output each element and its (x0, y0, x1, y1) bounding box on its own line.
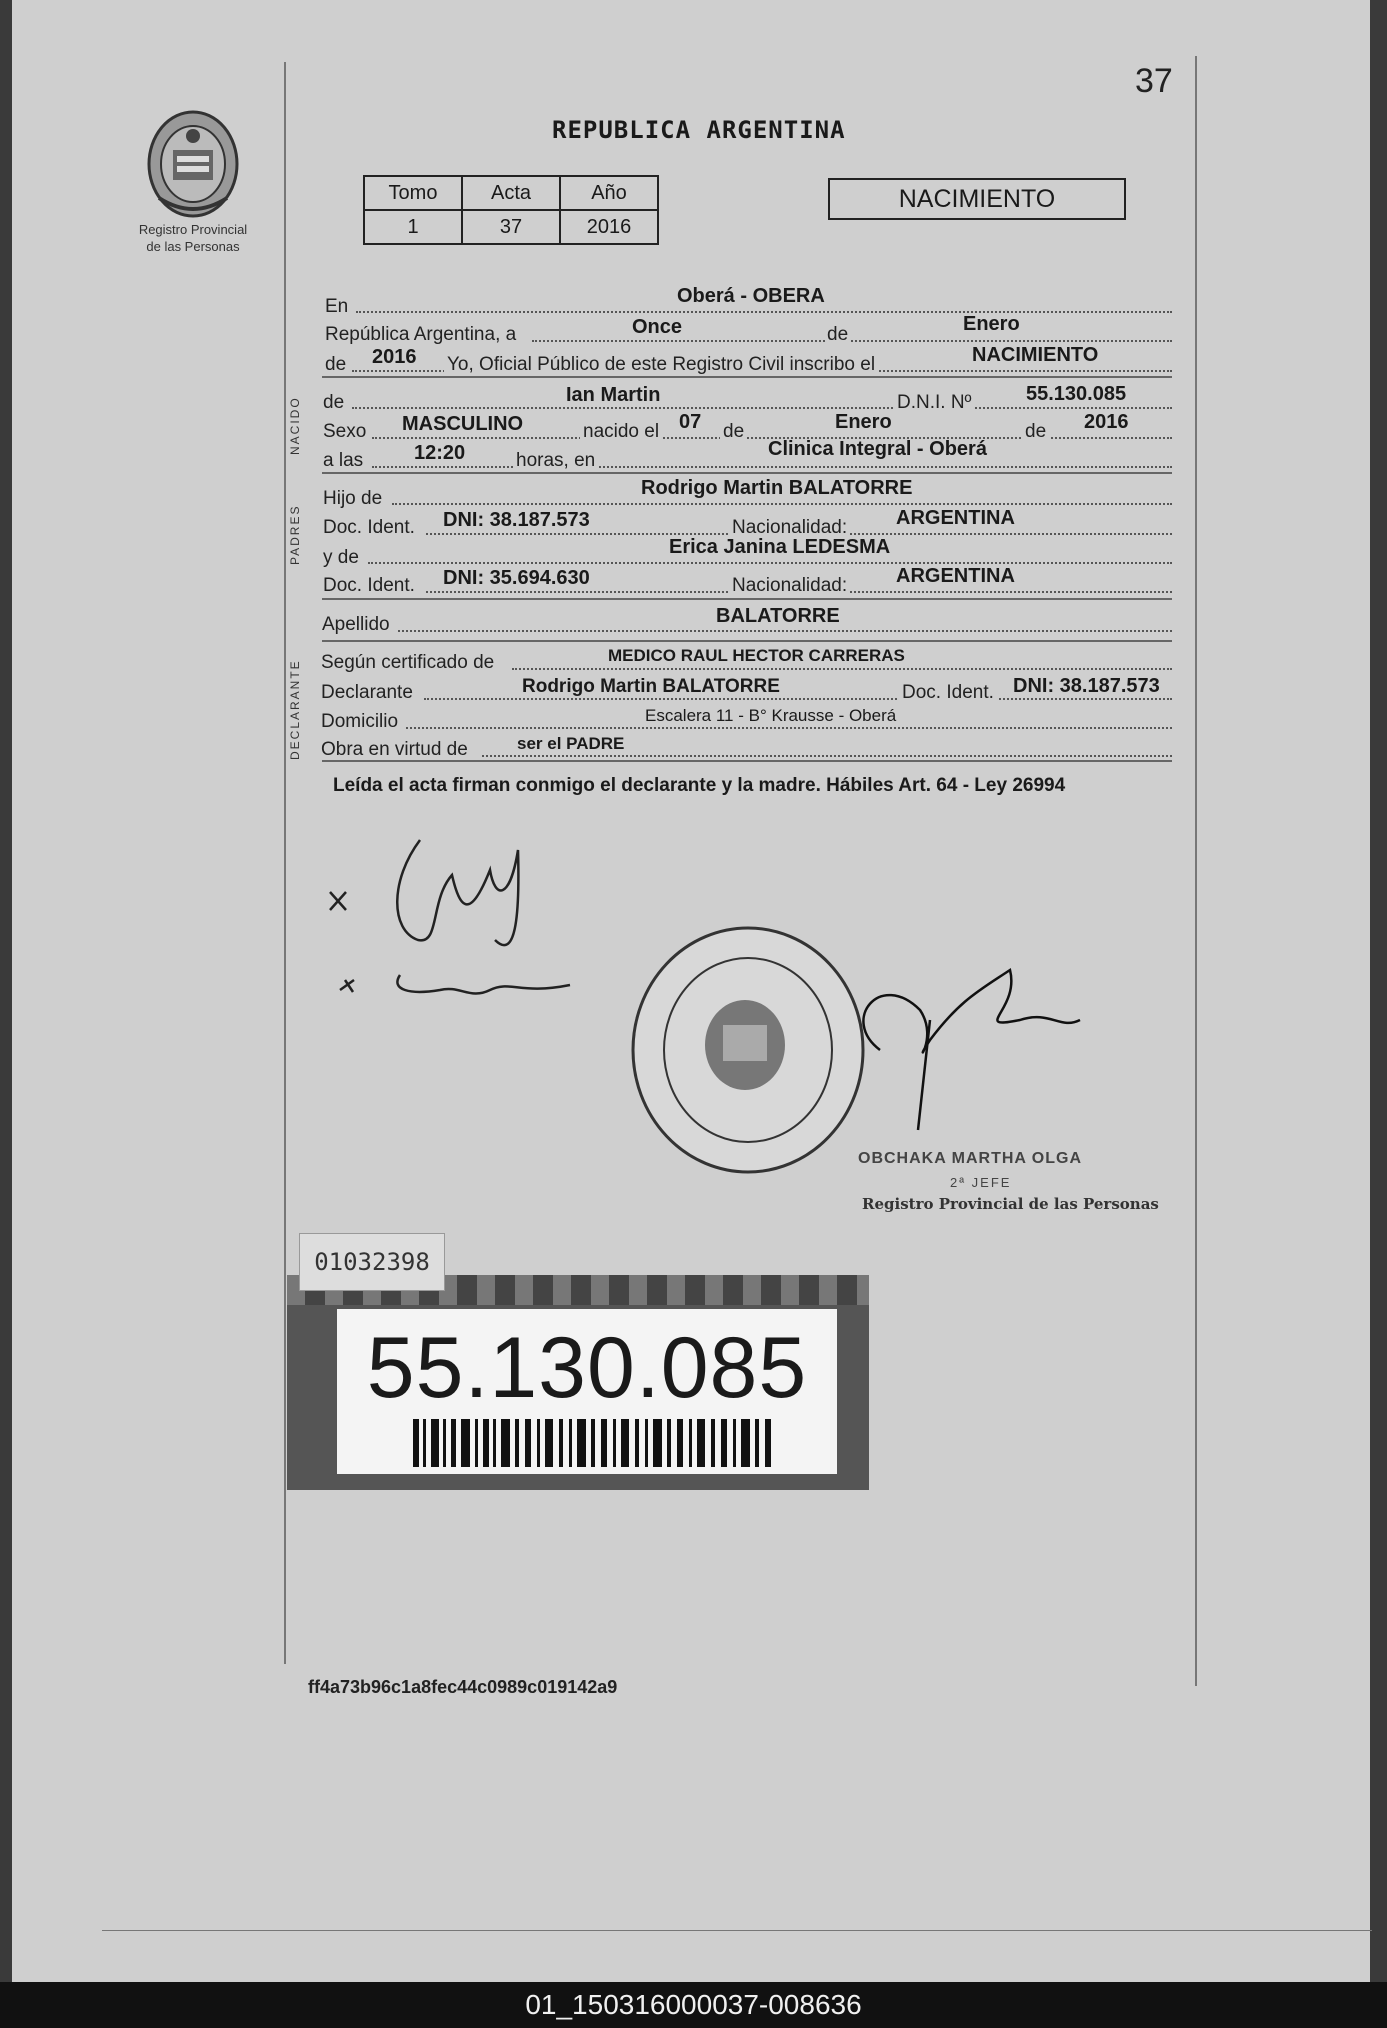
label-de-year: de (325, 354, 347, 375)
label-de: de (827, 324, 849, 345)
section-separator (322, 376, 1172, 378)
dotted-line (352, 407, 1172, 409)
value-madre: Erica Janina LEDESMA (669, 536, 891, 558)
value-obra: ser el PADRE (517, 734, 625, 753)
page-number: 37 (1135, 62, 1173, 100)
dotted-line (482, 755, 1172, 757)
dotted-line (398, 630, 1172, 632)
x-mark-icon (340, 980, 354, 992)
dotted-line (372, 466, 1172, 468)
label-horas-en: horas, en (513, 450, 598, 472)
label-inner (337, 1309, 837, 1474)
record-type-box: NACIMIENTO (828, 178, 1126, 220)
value-nac-mes: Enero (835, 411, 892, 433)
dotted-line (406, 727, 1172, 729)
footer-filename: 01_150316000037-008636 (0, 1982, 1387, 2028)
label-yo: Yo, Oficial Público de este Registro Civil inscribo el (444, 354, 878, 376)
value-domicilio: Escalera 11 - B° Krausse - Oberá (645, 706, 897, 725)
label-dni: D.N.I. Nº (894, 392, 975, 414)
issuer-line1: Registro Provincial (138, 222, 248, 237)
left-margin-line (284, 62, 286, 1664)
tomo-header: Tomo (364, 176, 462, 210)
label-segun: Según certificado de (321, 652, 495, 673)
side-label-declarante: DECLARANTE (288, 659, 302, 760)
document-hash: ff4a73b96c1a8fec44c0989c019142a9 (308, 1677, 618, 1697)
anio-header: Año (560, 176, 658, 210)
anio-value: 2016 (560, 210, 658, 244)
official-signature-icon (863, 970, 1080, 1130)
acta-header: Acta (462, 176, 560, 210)
label-doc-ident2: Doc. Ident. (323, 575, 415, 596)
provincial-seal-icon (145, 108, 241, 220)
section-separator (322, 760, 1172, 762)
record-table-header (364, 176, 658, 210)
label-doc-ident: Doc. Ident. (323, 517, 415, 538)
acta-value: 37 (462, 210, 560, 244)
value-apellido: BALATORRE (716, 605, 840, 627)
value-lugar-nac: Clinica Integral - Oberá (768, 438, 987, 460)
next-page-edge (102, 1930, 1372, 1981)
dotted-line (512, 668, 1172, 670)
father-signature-icon (397, 840, 518, 945)
side-label-padres: PADRES (288, 504, 302, 565)
value-sexo: MASCULINO (402, 413, 524, 435)
label-en: En (325, 296, 349, 317)
section-separator (322, 472, 1172, 474)
x-mark-icon (330, 892, 346, 910)
value-nac-anio: 2016 (1084, 411, 1129, 433)
value-nombre: Ian Martin (566, 384, 661, 406)
closing-text: Leída el acta firman conmigo el declarante y la madre. Hábiles Art. 64 - Ley 26994 (333, 775, 1066, 796)
dotted-line (392, 503, 1172, 505)
record-table-values (364, 210, 658, 244)
barcode-icon (413, 1419, 773, 1467)
label-domicilio: Domicilio (321, 711, 399, 732)
label-hijo-de: Hijo de (323, 488, 383, 509)
label-a-las: a las (323, 450, 364, 471)
dotted-line (532, 340, 1172, 342)
dotted-line (356, 311, 1172, 313)
label-apellido: Apellido (322, 614, 390, 635)
label-doc-ident3: Doc. Ident. (899, 682, 997, 704)
value-lugar: Oberá - OBERA (677, 285, 825, 307)
official-stamp-icon (633, 928, 863, 1172)
value-dia: Once (632, 316, 683, 338)
label-de-mes: de (720, 421, 747, 443)
label-declarante: Declarante (321, 682, 413, 703)
value-declarante: Rodrigo Martin BALATORRE (522, 676, 780, 697)
value-padre-nac: ARGENTINA (896, 507, 1015, 529)
registry-logo (138, 108, 248, 258)
value-madre-doc: DNI: 35.694.630 (443, 567, 590, 589)
official-org: Registro Provincial de las Personas (862, 1195, 1159, 1213)
value-declarante-doc: DNI: 38.187.573 (1013, 675, 1160, 697)
section-separator (322, 598, 1172, 600)
value-certificado: MEDICO RAUL HECTOR CARRERAS (608, 646, 905, 665)
section-separator (322, 640, 1172, 642)
right-margin-line (1195, 56, 1197, 1686)
official-role: 2ª JEFE (950, 1175, 1012, 1190)
label-number: 55.130.085 (366, 1320, 808, 1416)
label-republica: República Argentina, a (325, 324, 517, 345)
issuer-line2: de las Personas (146, 239, 240, 254)
value-padre: Rodrigo Martin BALATORRE (641, 477, 913, 499)
record-table (363, 175, 659, 245)
value-dni: 55.130.085 (1026, 383, 1127, 405)
label-y-de: y de (323, 547, 359, 568)
label-de-anio: de (1022, 421, 1049, 443)
value-acto: NACIMIENTO (972, 344, 1099, 366)
value-anio: 2016 (372, 346, 417, 368)
value-mes: Enero (963, 313, 1020, 335)
id-label (287, 1275, 869, 1490)
label-sexo: Sexo (323, 421, 367, 442)
side-label-nacido: NACIDO (288, 396, 302, 455)
official-name: OBCHAKA MARTHA OLGA (858, 1150, 1083, 1167)
value-padre-doc: DNI: 38.187.573 (443, 509, 590, 531)
tomo-value: 1 (364, 210, 462, 244)
value-nac-dia: 07 (679, 411, 702, 433)
serial-tag: 01032398 (299, 1233, 445, 1291)
value-hora: 12:20 (414, 442, 466, 464)
dotted-line (424, 698, 1172, 700)
dotted-line (368, 562, 1172, 564)
value-madre-nac: ARGENTINA (896, 565, 1015, 587)
label-de-name: de (323, 392, 345, 413)
signatures-and-stamp (320, 790, 1160, 1250)
document-title: REPUBLICA ARGENTINA (552, 116, 846, 144)
mother-signature-icon (397, 975, 570, 994)
label-nacido-el: nacido el (580, 421, 662, 443)
label-nacionalidad: Nacionalidad: (729, 517, 850, 539)
label-nacionalidad2: Nacionalidad: (729, 575, 850, 597)
label-obra: Obra en virtud de (321, 739, 468, 760)
